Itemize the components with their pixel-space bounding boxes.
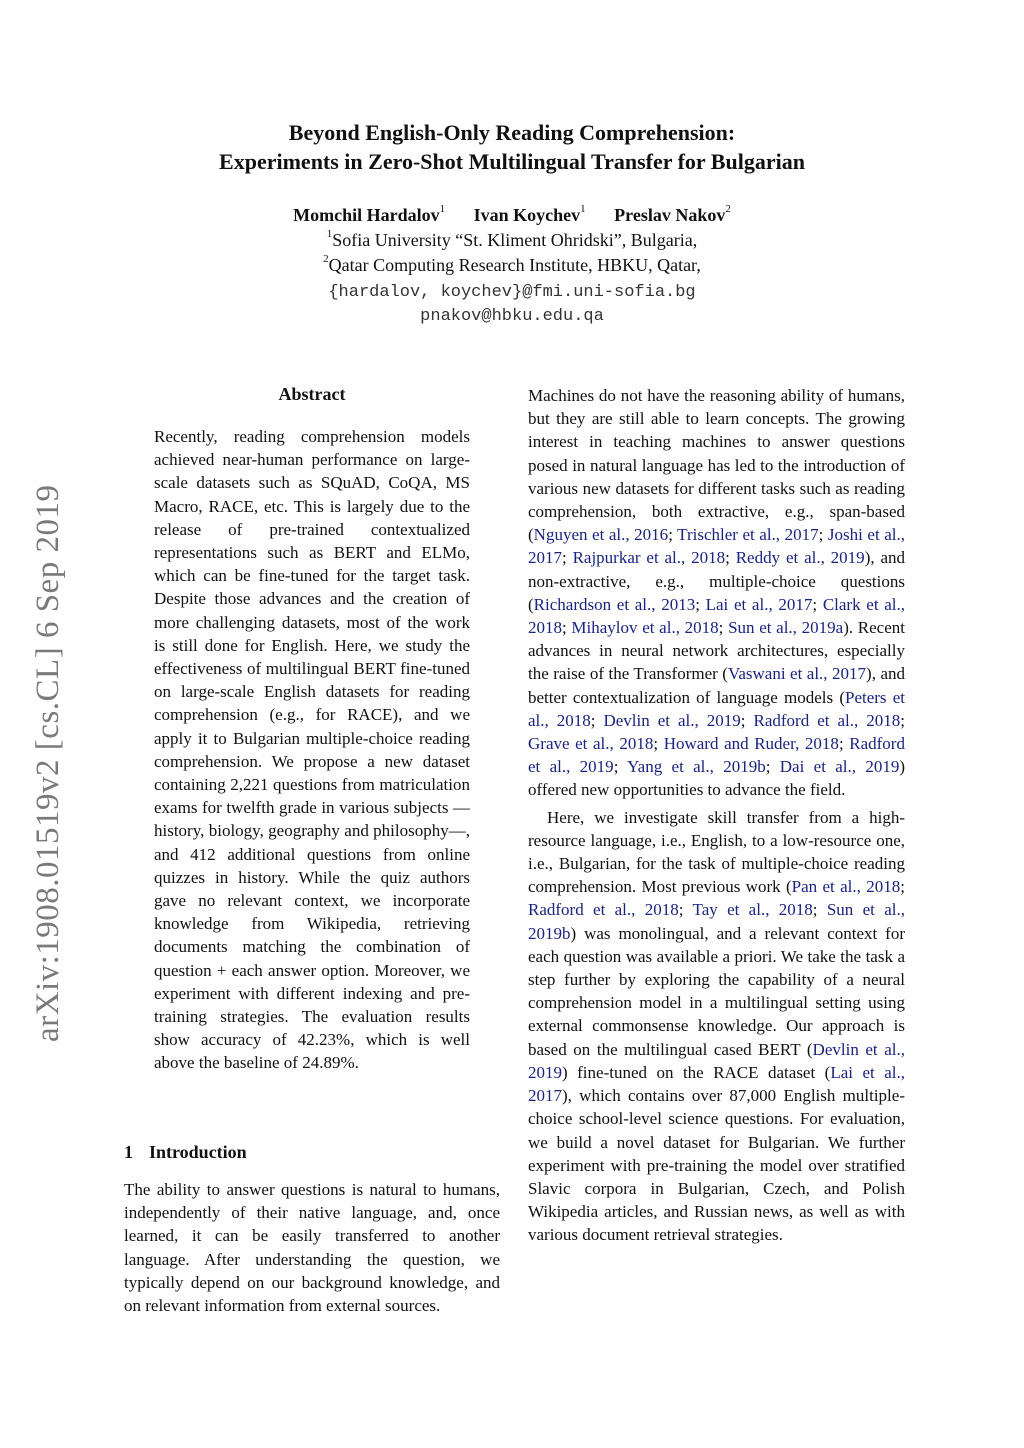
- author-list: [0, 205, 1024, 226]
- email-line-1: {hardalov, koychev}@fmi.uni-sofia.bg: [328, 283, 696, 302]
- citation-link[interactable]: Joshi et al., 2017: [528, 525, 905, 568]
- citation-link[interactable]: Lai et al., 2017: [705, 594, 813, 614]
- author-3: [614, 205, 731, 225]
- abstract-body: Recently, reading comprehension models achieved near-human performance on large-scale datasets such as SQuAD, CoQA, MS Macro, RACE, etc. This is largely due to the release of pre-trained contextualized representations such as BERT and ELMo, which can be fine-tuned for the target task. Despite those advances and the creation of more challenging datasets, most of the work is still done for English. Here, we study the effectiveness of multilingual BERT fine-tuned on large-scale English datasets for reading comprehension (e.g., for RACE), and we apply it to Bulgarian multiple-choice reading comprehension. We propose a new dataset containing 2,221 questions from matriculation exams for twelfth grade in various subjects —history, biology, geography and philosophy—, and 412 additional questions from online quizzes in history. While the quiz authors gave no relevant context, we incorporate knowledge from Wikipedia, retrieving documents matching the combination of question + each answer option. Moreover, we experiment with different indexing and pre-training strategies. The evaluation results show accuracy of 42.23%, which is well above the baseline of 24.89%.: [154, 427, 470, 1073]
- author-name: Ivan Koychev: [473, 205, 581, 225]
- paper-title: [0, 118, 1024, 176]
- citation-link[interactable]: Trischler et al., 2017: [677, 525, 819, 545]
- citation-link[interactable]: Richardson et al., 2013: [533, 594, 696, 614]
- section-title: Introduction: [149, 1142, 247, 1162]
- citation-link[interactable]: Devlin et al., 2019: [603, 710, 741, 730]
- author-affil-mark: 1: [580, 203, 586, 215]
- affiliation-1: [0, 230, 1024, 251]
- affil-mark: 1: [326, 228, 333, 240]
- citation-link[interactable]: Clark et al., 2018: [528, 594, 905, 638]
- arxiv-identifier: arXiv:1908.01519v2 [cs.CL] 6 Sep 2019: [30, 484, 66, 1042]
- intro-paragraph-1: The ability to answer questions is natural to humans, independently of their native language, and, once learned, it can be easily transferred to another language. After understanding the question, we typically depend on our background knowledge, and on relevant information from external sources.: [124, 1180, 500, 1316]
- title-line-2: Experiments in Zero-Shot Multilingual Transfer for Bulgarian: [219, 149, 805, 174]
- title-line-1: Beyond English-Only Reading Comprehension:: [288, 120, 736, 145]
- intro-paragraph-3: Here, we investigate skill transfer from a high-resource language, i.e., English, to a low-resource one, i.e., Bulgarian, for the task of multiple-choice reading comprehension. Most previous work (Pan et al., 2018; Radford et al., 2018; Tay et al., 2018; Sun et al., 2019b) was monolingual, and a relevant context for each question was available a priori. We take the task a step further by exploring the capability of a neural comprehension model in a multilingual setting using external commonsense knowledge. Our approach is based on the multilingual cased BERT (Devlin et al., 2019) fine-tuned on the RACE dataset (Lai et al., 2017), which contains over 87,000 English multiple-choice school-level science questions. For evaluation, we build a novel dataset for Bulgarian. We further experiment with pre-training the model over stratified Slavic corpora in Bulgarian, Czech, and Polish Wikipedia articles, and Russian news, as well as with various document retrieval strategies.: [528, 807, 905, 1245]
- citation-link[interactable]: Vaswani et al., 2017: [727, 664, 867, 684]
- citation-link[interactable]: Howard and Ruder, 2018: [663, 734, 839, 754]
- affil-text: Qatar Computing Research Institute, HBKU, Qatar,: [328, 255, 701, 275]
- section-number: 1: [124, 1142, 133, 1162]
- email-line-2: pnakov@hbku.edu.qa: [420, 307, 604, 326]
- citation-link[interactable]: Peters et al., 2018: [528, 687, 905, 730]
- author-name: Momchil Hardalov: [293, 205, 440, 225]
- intro-paragraph-2: Machines do not have the reasoning ability of humans, but they are still able to learn concepts. The growing interest in teaching machines to answer questions posed in natural language has led to the introduction of various new datasets for different tasks such as reading comprehension, both extractive, e.g., span-based (Nguyen et al., 2016; Trischler et al., 2017; Joshi et al., 2017; Rajpurkar et al., 2018; Reddy et al., 2019), and non-extractive, e.g., multiple-choice questions (Richardson et al., 2013; Lai et al., 2017; Clark et al., 2018; Mihaylov et al., 2018; Sun et al., 2019a). Recent advances in neural network architectures, especially the raise of the Transformer (Vaswani et al., 2017), and better contextualization of language models (Peters et al., 2018; Devlin et al., 2019; Radford et al., 2018; Grave et al., 2018; Howard and Ruder, 2018; Radford et al., 2019; Yang et al., 2019b; Dai et al., 2019) offered new opportunities to advance the field.: [528, 386, 905, 800]
- citation-link[interactable]: Radford et al., 2019: [528, 734, 905, 777]
- abstract-heading: Abstract: [278, 384, 346, 404]
- author-affil-mark: 1: [439, 203, 446, 215]
- author-affil-mark: 2: [725, 203, 731, 215]
- citation-link[interactable]: Mihaylov et al., 2018: [571, 618, 719, 638]
- citation-link[interactable]: Yang et al., 2019b: [627, 757, 766, 777]
- citation-link[interactable]: Pan et al., 2018: [791, 877, 901, 897]
- citation-link[interactable]: Radford et al., 2018: [528, 900, 679, 920]
- citation-link[interactable]: Sun et al., 2019b: [528, 900, 905, 943]
- citation-link[interactable]: Dai et al., 2019: [779, 757, 900, 777]
- right-column: [528, 384, 905, 1247]
- citation-link[interactable]: Devlin et al., 2019: [528, 1039, 905, 1082]
- citation-link[interactable]: Sun et al., 2019a: [728, 618, 844, 638]
- citation-link[interactable]: Tay et al., 2018: [692, 900, 813, 920]
- author-2: [474, 205, 586, 225]
- citation-link[interactable]: Reddy et al., 2019: [735, 548, 865, 568]
- affiliation-2: [0, 255, 1024, 276]
- citation-link[interactable]: Lai et al., 2017: [528, 1062, 905, 1106]
- citation-link[interactable]: Rajpurkar et al., 2018: [572, 548, 726, 568]
- section-heading-introduction: [124, 1142, 247, 1163]
- affil-text: Sofia University “St. Kliment Ohridski”, Bulgaria,: [332, 230, 698, 250]
- citation-link[interactable]: Radford et al., 2018: [753, 710, 901, 730]
- author-name: Preslav Nakov: [614, 205, 726, 225]
- citation-link[interactable]: Grave et al., 2018: [528, 734, 654, 754]
- affil-mark: 2: [323, 253, 329, 265]
- author-1: [293, 205, 445, 225]
- citation-link[interactable]: Nguyen et al., 2016: [533, 525, 669, 545]
